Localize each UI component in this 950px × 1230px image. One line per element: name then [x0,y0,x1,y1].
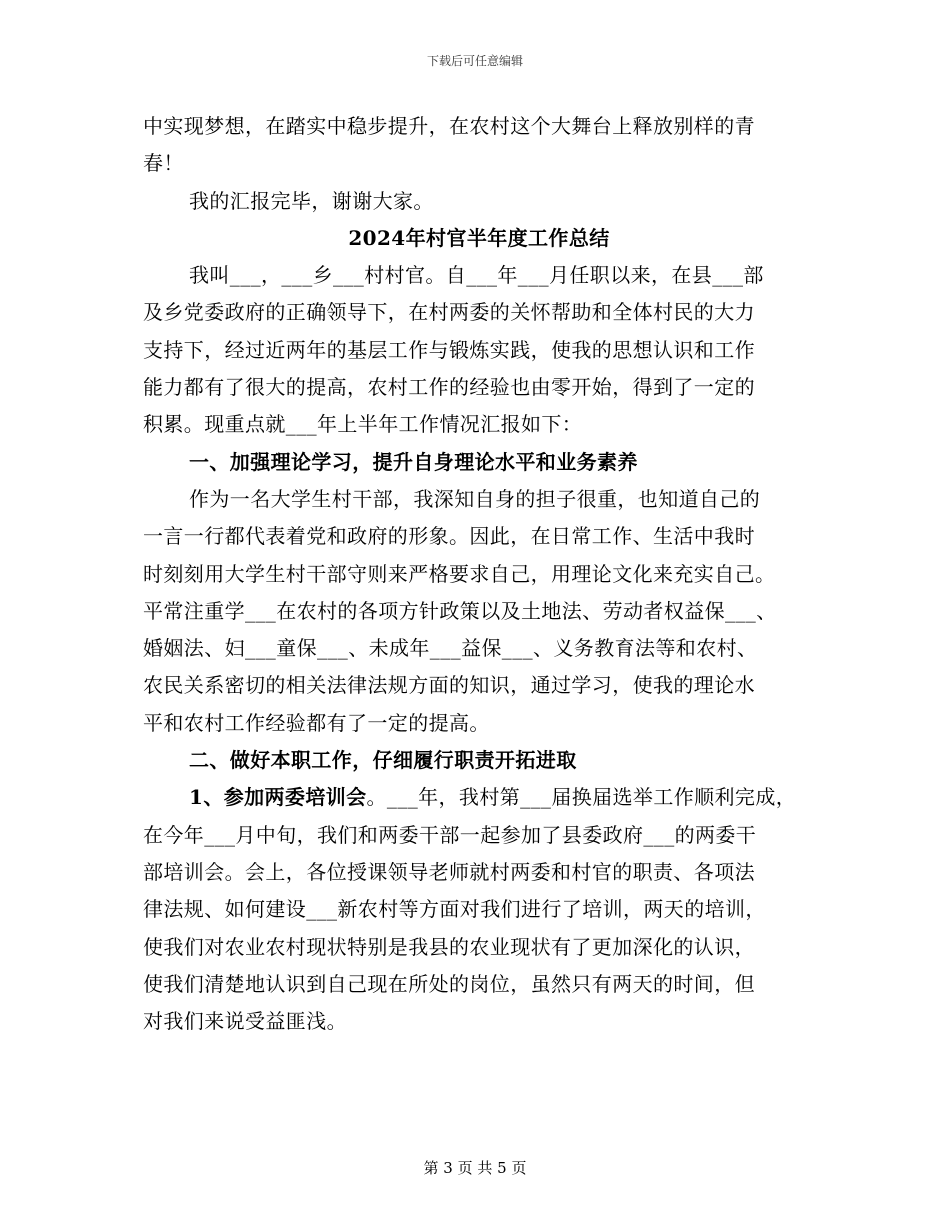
line-text: 我叫___，___乡___村村官。自___年___月任职以来，在县___部 [189,263,764,288]
line-text: 能力都有了很大的提高，农村工作的经验也由零开始，得到了一定的 [143,375,755,400]
text-line [143,630,815,667]
line-text: 春！ [143,151,184,176]
text-line [143,705,815,742]
line-text: 在今年___月中旬，我们和两委干部一起参加了县委政府___的两委干 [143,822,757,847]
line-text: 积累。现重点就___年上半年工作情况汇报如下： [143,412,583,437]
text-line [143,667,815,704]
text-line [143,891,815,928]
document-title [143,220,815,257]
document-body [143,108,815,1040]
text-line [143,556,815,593]
text-line [143,817,815,854]
text-line [143,1003,815,1040]
text-line [143,966,815,1003]
text-line [143,779,815,816]
line-text: 农民关系密切的相关法律法规方面的知识，通过学习，使我的理论水 [143,673,755,698]
line-text: 平和农村工作经验都有了一定的提高。 [143,710,490,735]
line-text: 。___年，我村第___届换届选举工作顺利完成， [366,785,797,810]
text-line [143,145,815,182]
text-line [143,332,815,369]
line-text: 中实现梦想，在踏实中稳步提升，在农村这个大舞台上释放别样的青 [143,114,755,138]
page-footer: 第 3 页 共 5 页 [423,1159,527,1177]
line-text: 律法规、如何建设___新农村等方面对我们进行了培训，两天的培训， [143,897,766,922]
section-heading [143,444,815,481]
line-text: 对我们来说受益匪浅。 [143,1009,347,1034]
line-text: 2024年村官半年度工作总结 [348,225,610,250]
line-text: 我的汇报完毕，谢谢大家。 [189,188,434,213]
line-text: 二、做好本职工作，仔细履行职责开拓进取 [189,748,577,773]
text-line [143,183,815,220]
text-line [143,406,815,443]
line-text: 一、加强理论学习，提升自身理论水平和业务素养 [189,449,638,474]
text-line [143,518,815,555]
line-text: 使我们清楚地认识到自己现在所处的岗位，虽然只有两天的时间，但 [143,971,755,996]
subsection-lead: 1、参加两委培训会 [189,785,367,810]
line-text: 部培训会。会上，各位授课领导老师就村两委和村官的职责、各项法 [143,859,755,884]
text-line [143,294,815,331]
line-text: 一言一行都代表着党和政府的形象。因此，在日常工作、生活中我时 [143,524,755,549]
line-text: 及乡党委政府的正确领导下，在村两委的关怀帮助和全体村民的大力 [143,300,755,325]
line-text: 平常注重学___在农村的各项方针政策以及土地法、劳动者权益保___、 [143,598,777,623]
page-header: 下载后可任意编辑 [426,54,523,68]
line-text: 支持下，经过近两年的基层工作与锻炼实践，使我的思想认识和工作 [143,337,755,362]
line-text: 婚姻法、妇___童保___、未成年___益保___、义务教育法等和农村、 [143,636,758,661]
text-line [143,108,815,145]
text-line [143,929,815,966]
section-heading [143,742,815,779]
text-line [143,369,815,406]
text-line [143,481,815,518]
line-text: 时刻刻用大学生村干部守则来严格要求自己，用理论文化来充实自己。 [143,561,776,586]
line-text: 使我们对农业农村现状特别是我县的农业现状有了更加深化的认识， [143,934,755,959]
text-line [143,593,815,630]
text-line [143,854,815,891]
line-text: 作为一名大学生村干部，我深知自身的担子很重，也知道自己的 [189,486,761,511]
text-line [143,257,815,294]
